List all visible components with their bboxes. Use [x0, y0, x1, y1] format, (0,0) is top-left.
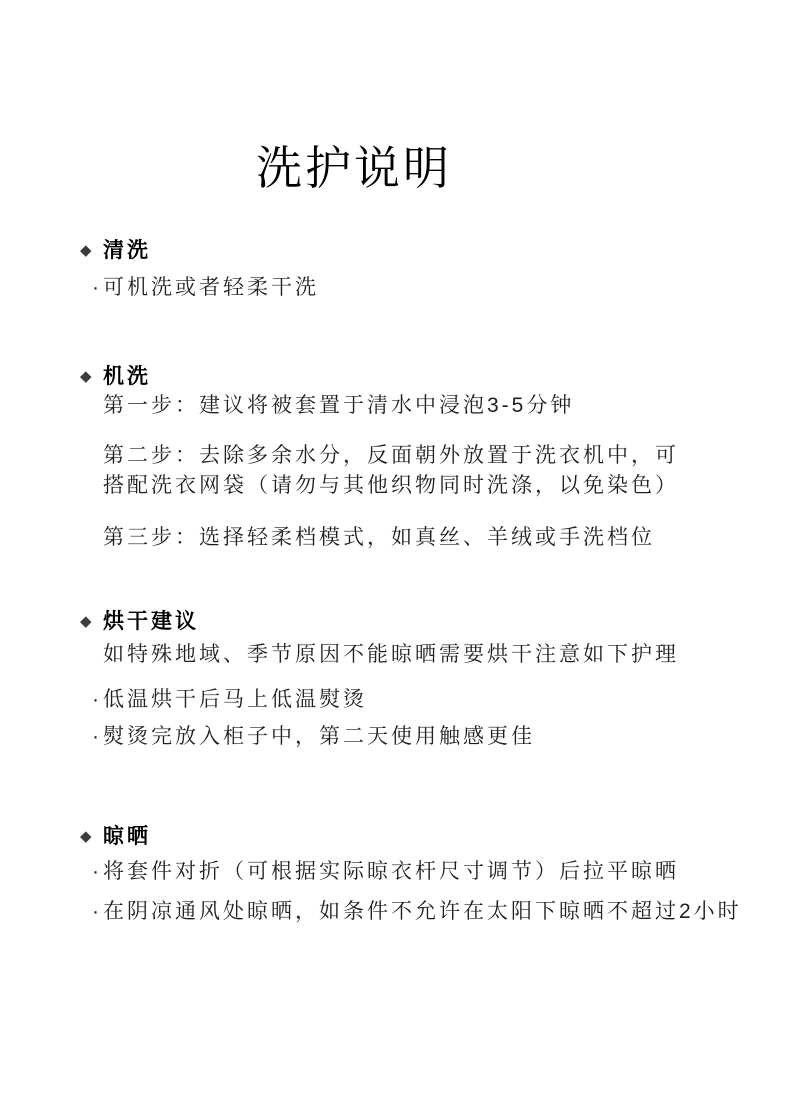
- care-note: [80, 640, 760, 670]
- care-bullet-text: 可机洗或者轻柔干洗: [103, 276, 319, 299]
- dot-icon: ·: [92, 688, 102, 711]
- diamond-icon: ◆: [80, 368, 92, 385]
- section-sun-drying-heading: [80, 824, 760, 850]
- care-bullet: [80, 857, 760, 887]
- section-machine-wash: [80, 364, 760, 553]
- care-note-text: 如特殊地域、季节原因不能晾晒需要烘干注意如下护理: [103, 643, 679, 666]
- care-bullet: [80, 722, 760, 752]
- care-step: [80, 441, 760, 501]
- care-step-text-line2: 搭配洗衣网袋（请勿与其他织物同时洗涤，以免染色）: [103, 474, 679, 497]
- section-heading-label: 机洗: [103, 365, 151, 388]
- section-drying-advice-heading: [80, 609, 760, 635]
- diamond-icon: ◆: [80, 242, 92, 259]
- section-cleaning: [80, 238, 760, 303]
- section-sun-drying: [80, 824, 760, 927]
- care-bullet-text: 将套件对折（可根据实际晾衣杆尺寸调节）后拉平晾晒: [103, 860, 679, 883]
- section-cleaning-heading: [80, 238, 760, 264]
- care-step-text: 第二步：去除多余水分，反面朝外放置于洗衣机中，可: [103, 444, 679, 467]
- care-bullet: [80, 685, 760, 715]
- care-step-text: 第一步：建议将被套置于清水中浸泡3-5分钟: [103, 394, 575, 417]
- section-drying-advice: [80, 609, 760, 752]
- diamond-icon: ◆: [80, 828, 92, 845]
- section-heading-label: 晾晒: [103, 825, 151, 848]
- care-step: [80, 391, 760, 421]
- dot-icon: ·: [92, 860, 102, 883]
- care-bullet-text: 熨烫完放入柜子中，第二天使用触感更佳: [103, 725, 535, 748]
- care-bullet-text: 在阴凉通风处晾晒，如条件不允许在太阳下晾晒不超过2小时: [103, 900, 742, 923]
- care-bullet: [80, 273, 760, 303]
- section-heading-label: 烘干建议: [103, 610, 199, 633]
- care-bullet: [80, 897, 760, 927]
- section-heading-label: 清洗: [103, 239, 151, 262]
- dot-icon: ·: [92, 900, 102, 923]
- dot-icon: ·: [92, 276, 102, 299]
- diamond-icon: ◆: [80, 613, 92, 630]
- care-step-text: 第三步：选择轻柔档模式，如真丝、羊绒或手洗档位: [103, 526, 655, 549]
- care-step: [80, 523, 760, 553]
- care-bullet-text: 低温烘干后马上低温熨烫: [103, 688, 367, 711]
- dot-icon: ·: [92, 725, 102, 748]
- page-title: 洗护说明: [256, 142, 452, 194]
- section-machine-wash-heading: [80, 364, 760, 390]
